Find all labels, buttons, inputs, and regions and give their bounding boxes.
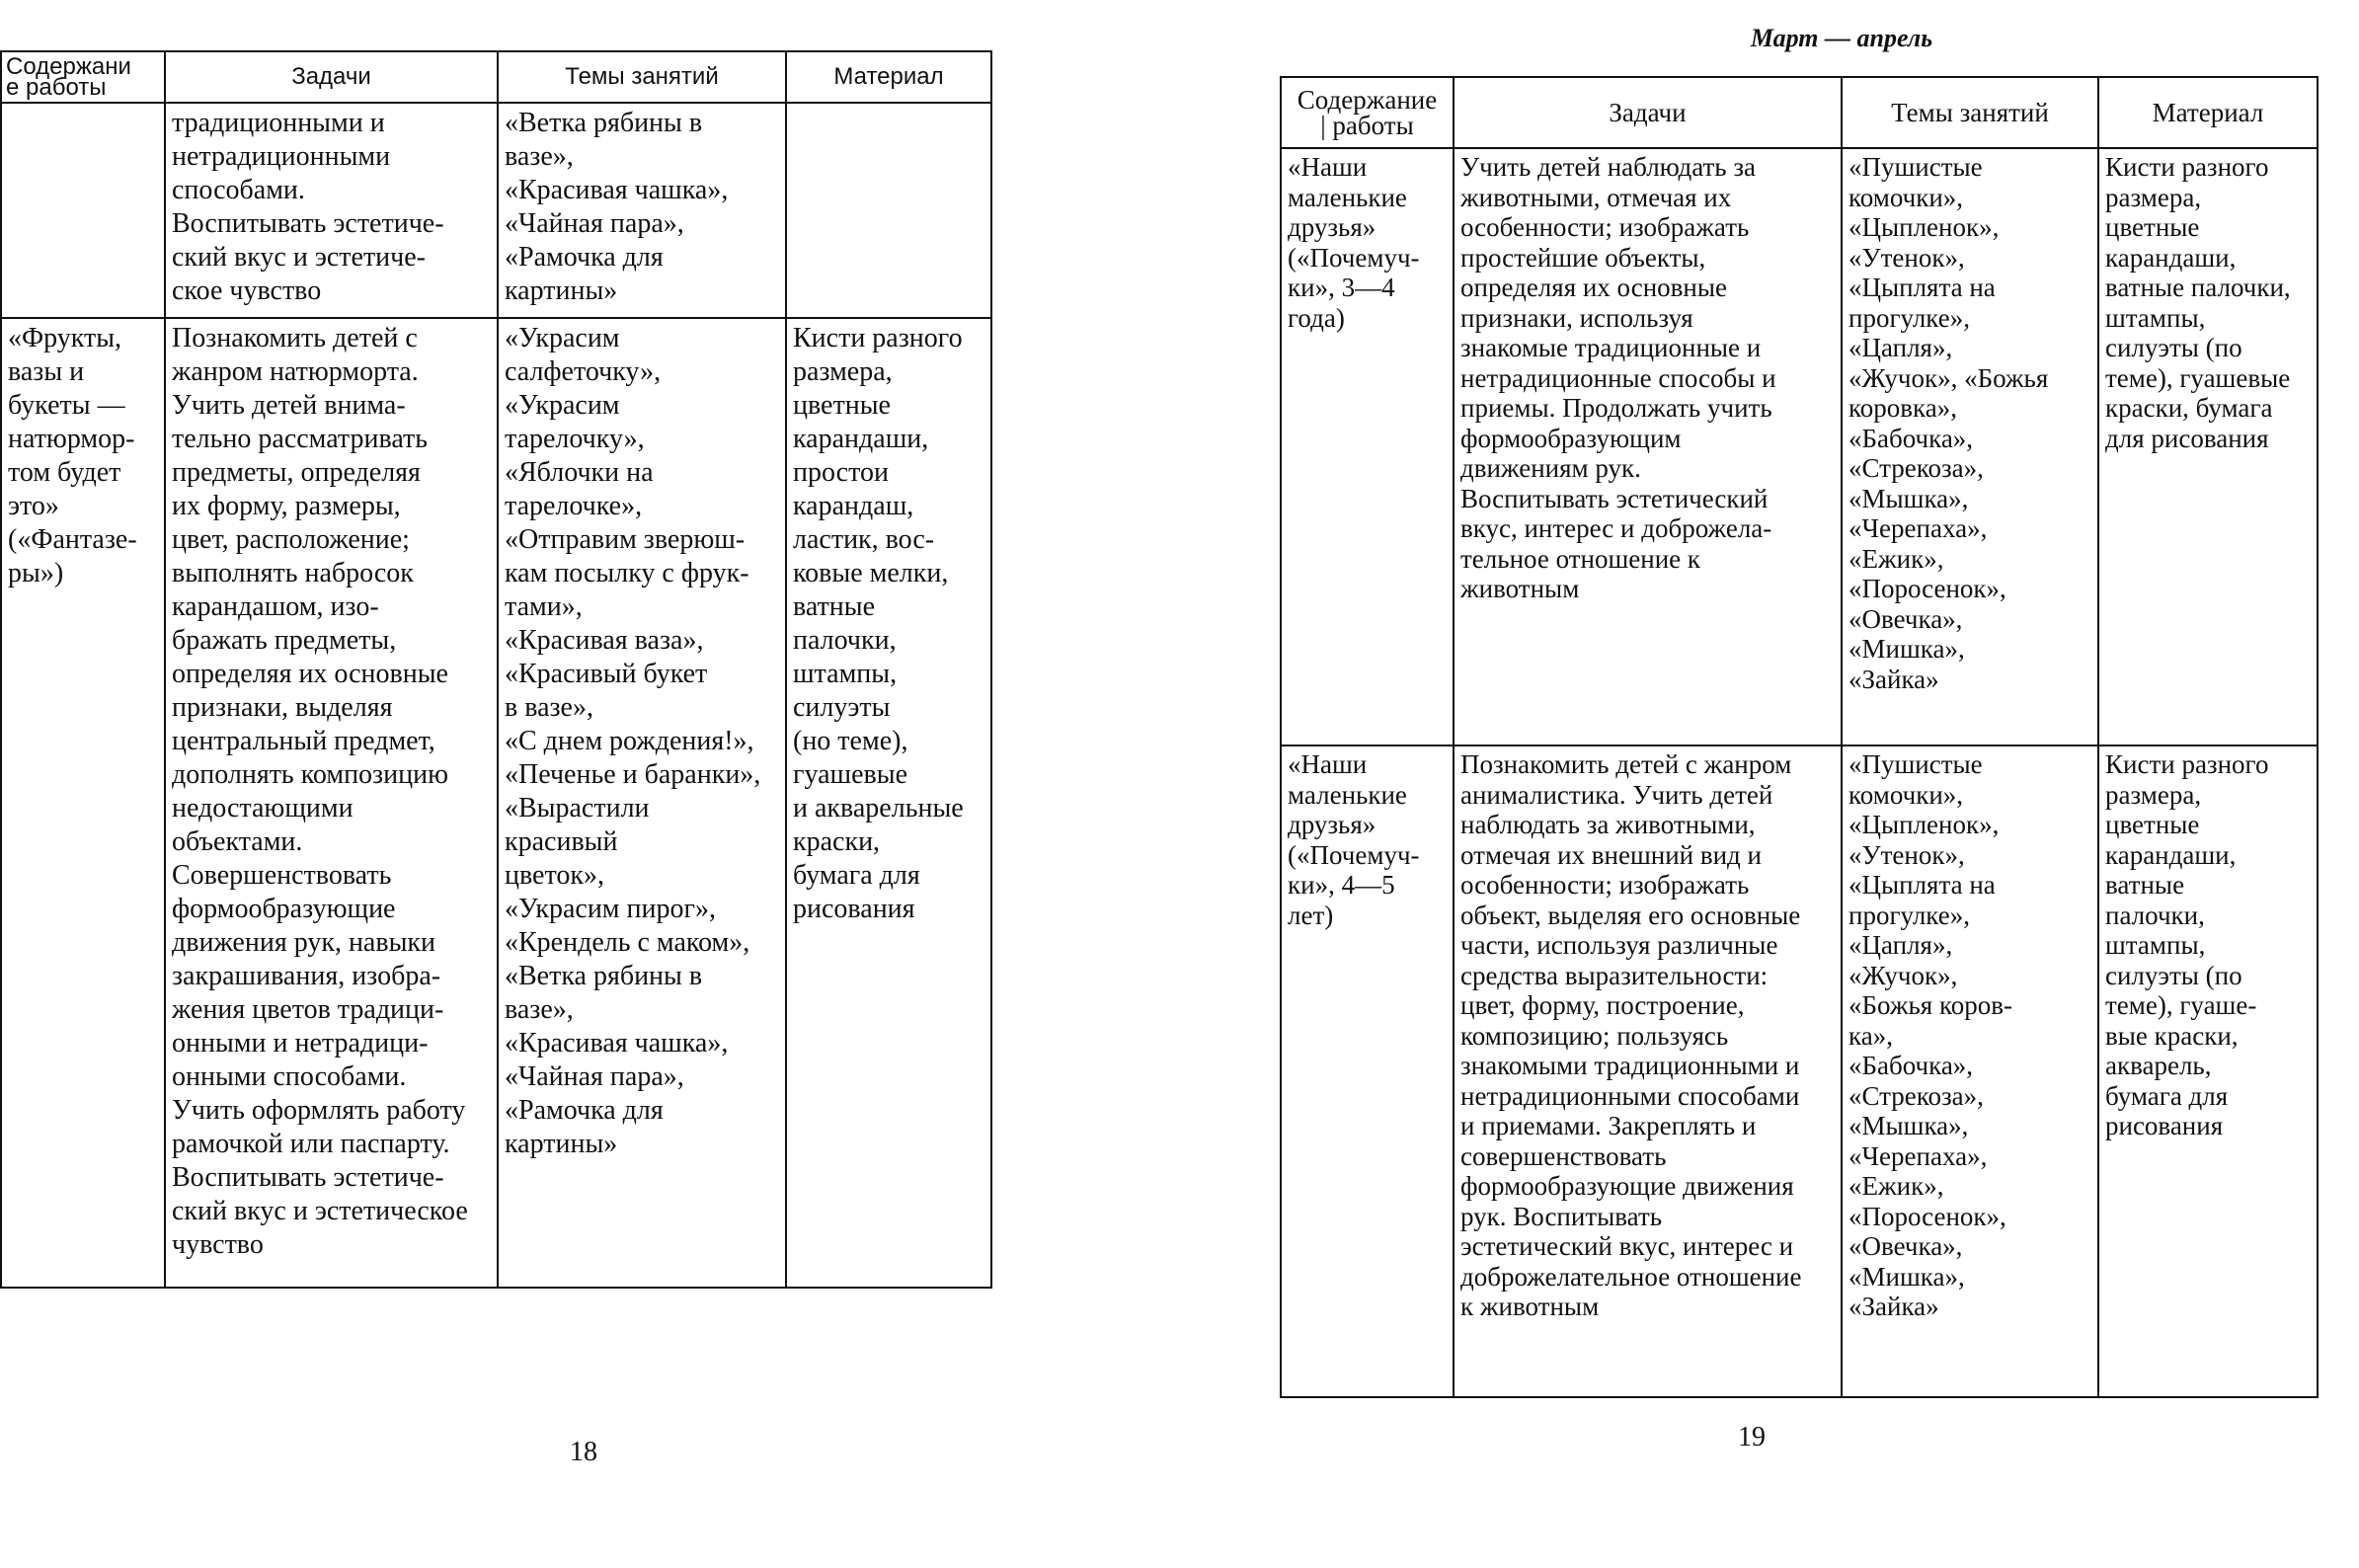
cell-material: Кисти разного размера, цветные карандаши, простои карандаш, ластик, вос- ковые мелки, ватные палочки, штампы, силуэты (но теме), гуашевые и акварельные краски, бумага для рисования [786, 318, 991, 1288]
cell-material: Кисти разного размера, цветные карандаши, ватные палочки, штампы, силуэты (по теме), гуашевые краски, бумага для рисования [2098, 148, 2318, 745]
cell-topics: «Пушистые комочки», «Цыпленок», «Утенок», «Цыплята на прогулке», «Цапля», «Жучок», «Божья коровка», «Бабочка», «Стрекоза», «Мышка», «Черепаха», «Ежик», «Поросенок», «Овечка», «Мишка», «Зайка» [1842, 148, 2098, 745]
cell-tasks: традиционными и нетрадиционными способами. Воспитывать эстетиче- ский вкус и эстетиче- ское чувство [165, 103, 498, 318]
header-tasks: Задачи [165, 51, 498, 103]
table-row [1281, 745, 2318, 1397]
cell-content: «Наши маленькие друзья» («Почемуч- ки», 3—4 года) [1281, 148, 1454, 745]
lesson-plan-table-right [1280, 76, 2319, 1398]
header-content: Содержание | работы [1281, 77, 1454, 148]
header-topics: Темы занятий [498, 51, 786, 103]
header-tasks: Задачи [1454, 77, 1842, 148]
page-number: 19 [1738, 1422, 1766, 1452]
header-material: Материал [786, 51, 991, 103]
cell-topics: «Украсим салфеточку», «Украсим тарелочку», «Яблочки на тарелочке», «Отправим зверюш- кам посылку с фрук- тами», «Красивая ваза», «Красивый букет в вазе», «С днем рождения!», «Печенье и баранки», «Вырастили красивый цветок», «Украсим пирог», «Крендель с маком», «Ветка рябины в вазе», «Красивая чашка», «Чайная пара», «Рамочка для картины» [498, 318, 786, 1288]
cell-material [786, 103, 991, 318]
lesson-plan-table-left [0, 50, 992, 1289]
cell-tasks: Учить детей наблюдать за животными, отмечая их особенности; изображать простейшие объекты, определяя их основные признаки, используя знакомые традиционные и нетрадиционные способы и приемы. Продолжать учить формообразующим движениям рук. Воспитывать эстетический вкус, интерес и доброжела- тельное отношение к животным [1454, 148, 1842, 745]
page-number: 18 [570, 1437, 597, 1467]
cell-content [1, 103, 165, 318]
table-header-row [1, 51, 991, 103]
table-header-row [1281, 77, 2318, 148]
table-row [1, 318, 991, 1288]
cell-content: «Фрукты, вазы и букеты — натюрмор- том будет это» («Фантазе- ры») [1, 318, 165, 1288]
cell-topics: «Пушистые комочки», «Цыпленок», «Утенок», «Цыплята на прогулке», «Цапля», «Жучок», «Божья коров- ка», «Бабочка», «Стрекоза», «Мышка», «Черепаха», «Ежик», «Поросенок», «Овечка», «Мишка», «Зайка» [1842, 745, 2098, 1397]
table-row [1281, 148, 2318, 745]
cell-material: Кисти разного размера, цветные карандаши, ватные палочки, штампы, силуэты (по теме), гуаше- вые краски, акварель, бумага для рисования [2098, 745, 2318, 1397]
cell-topics: «Ветка рябины в вазе», «Красивая чашка», «Чайная пара», «Рамочка для картины» [498, 103, 786, 318]
table-row [1, 103, 991, 318]
cell-tasks: Познакомить детей с жанром натюрморта. Учить детей внима- тельно рассматривать предметы, определяя их форму, размеры, цвет, расположение; выполнять набросок карандашом, изо- бражать предметы, определяя их основные признаки, выделяя центральный предмет, дополнять композицию недостающими объектами. Совершенствовать формообразующие движения рук, навыки закрашивания, изобра- жения цветов традици- онными и нетрадици- онными способами. Учить оформлять работу рамочкой или паспарту. Воспитывать эстетиче- ский вкус и эстетическое чувство [165, 318, 498, 1288]
header-topics: Темы занятий [1842, 77, 2098, 148]
page-18 [0, 0, 1145, 1568]
header-content: Содержани е работы [1, 51, 165, 103]
cell-tasks: Познакомить детей с жанром анималистика. Учить детей наблюдать за животными, отмечая их внешний вид и особенности; изображать объект, выделяя его основные части, используя различные средства выразительности: цвет, форму, построение, композицию; пользуясь знакомыми традиционными и нетрадиционными способами и приемами. Закреплять и совершенствовать формообразующие движения рук. Воспитывать эстетический вкус, интерес и доброжелательное отношение к животным [1454, 745, 1842, 1397]
cell-content: «Наши маленькие друзья» («Почемуч- ки», 4—5 лет) [1281, 745, 1454, 1397]
running-head: Март — апрель [1750, 24, 1933, 52]
page-19 [1224, 0, 2359, 1568]
header-material: Материал [2098, 77, 2318, 148]
